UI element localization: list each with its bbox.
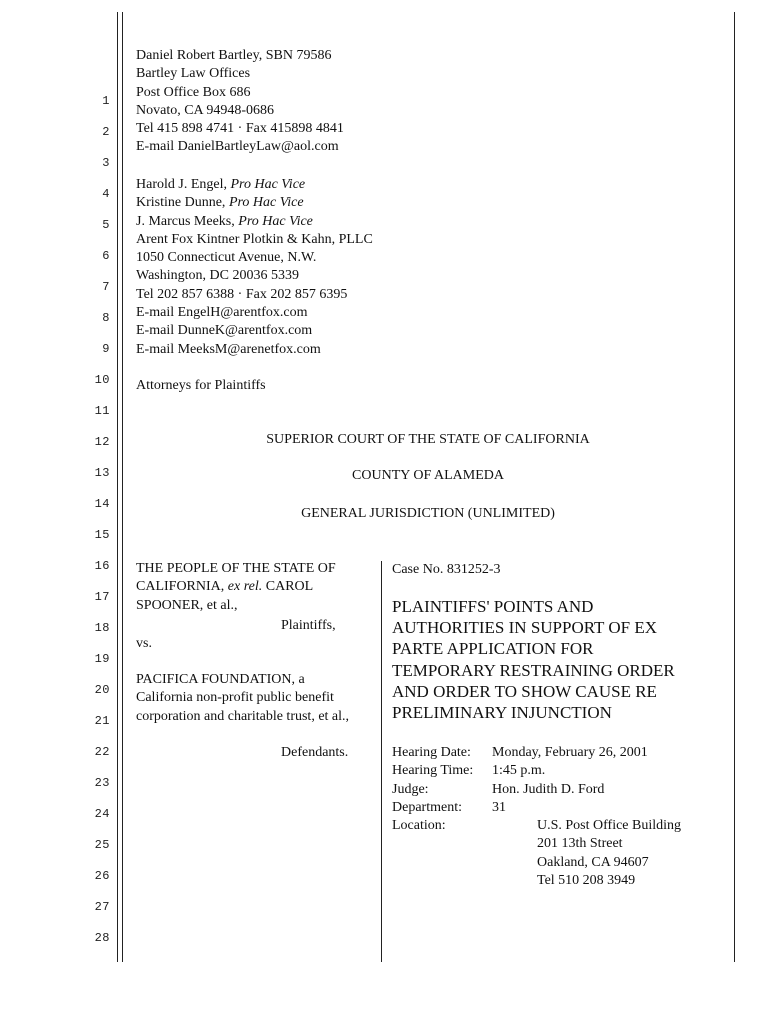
hearing-date-label: Hearing Date:: [392, 745, 471, 760]
hearing-date-value: Monday, February 26, 2001: [492, 745, 648, 760]
hearing-time-value: 1:45 p.m.: [492, 763, 546, 779]
line-number: 19: [94, 652, 110, 666]
location-line: U.S. Post Office Building: [537, 818, 682, 833]
line-number: 1: [102, 94, 110, 108]
line-number: 2: [102, 125, 110, 139]
counsel-line: Tel 415 898 4741 · Fax 415898 4841: [136, 121, 344, 137]
counsel-line: Arent Fox Kintner Plotkin & Kahn, PLLC: [136, 231, 373, 247]
line-number: 25: [94, 838, 110, 852]
counsel-block-arent-fox: [136, 176, 373, 359]
line-number: 11: [94, 404, 110, 418]
title-line: PARTE APPLICATION FOR: [392, 639, 594, 659]
attorney-name: J. Marcus Meeks,: [136, 213, 239, 229]
location-line: Tel 510 208 3949: [537, 872, 636, 888]
court-jurisdiction: GENERAL JURISDICTION (UNLIMITED): [301, 506, 555, 521]
title-line: TEMPORARY RESTRAINING ORDER: [392, 660, 675, 680]
line-number: 17: [94, 590, 110, 604]
attorney-line: [136, 176, 373, 194]
department-value: 31: [492, 799, 506, 815]
counsel-line: E-mail DunneK@arentfox.com: [136, 323, 313, 339]
court-county: COUNTY OF ALAMEDA: [352, 468, 504, 483]
attorney-role: Pro Hac Vice: [230, 177, 306, 192]
plaintiff-line: [136, 578, 336, 596]
line-number: 16: [94, 559, 110, 573]
location-line: 201 13th Street: [537, 836, 623, 852]
location-line: Oakland, CA 94607: [537, 854, 649, 870]
attorney-name: Kristine Dunne,: [136, 195, 229, 211]
line-number: 6: [102, 249, 110, 263]
hearing-time-label: Hearing Time:: [392, 763, 474, 779]
line-number: 3: [102, 156, 110, 170]
left-margin-rule-inner: [122, 12, 123, 962]
line-number: 12: [94, 435, 110, 449]
line-number: 5: [102, 218, 110, 232]
title-line: PLAINTIFFS' POINTS AND: [392, 597, 594, 616]
line-number: 10: [94, 373, 110, 387]
location-address: [537, 817, 681, 890]
caption-column-divider: [381, 561, 382, 962]
line-number: 24: [94, 807, 110, 821]
attorney-name: Harold J. Engel,: [136, 177, 231, 192]
line-number: 15: [94, 528, 110, 542]
case-number: Case No. 831252-3: [392, 562, 501, 577]
counsel-line: Bartley Law Offices: [136, 66, 251, 82]
line-number: 13: [94, 466, 110, 480]
right-margin-rule: [734, 12, 735, 962]
counsel-block-bartley: [136, 47, 344, 157]
line-number: 23: [94, 776, 110, 790]
counsel-line: 1050 Connecticut Avenue, N.W.: [136, 250, 317, 266]
line-number: 27: [94, 900, 110, 914]
defendant-line: California non-profit public benefit: [136, 690, 334, 706]
counsel-line: Tel 202 857 6388 · Fax 202 857 6395: [136, 286, 348, 302]
left-margin-rule-outer: [117, 12, 118, 962]
plaintiff-line: THE PEOPLE OF THE STATE OF: [136, 561, 336, 576]
line-number: 28: [94, 931, 110, 945]
attorney-role: Pro Hac Vice: [228, 195, 304, 211]
document-title: [392, 596, 675, 723]
line-number: 7: [102, 280, 110, 294]
department-label: Department:: [392, 799, 462, 815]
line-number: 26: [94, 869, 110, 883]
attorney-line: [136, 213, 373, 231]
versus: vs.: [136, 636, 152, 651]
counsel-line: E-mail EngelH@arentfox.com: [136, 305, 308, 321]
plaintiff-text: CAROL: [262, 579, 314, 595]
defendant-line: corporation and charitable trust, et al.,: [136, 708, 350, 724]
line-number: 14: [94, 497, 110, 511]
plaintiffs-label: Plaintiffs,: [281, 618, 336, 633]
title-line: AUTHORITIES IN SUPPORT OF EX: [392, 618, 658, 638]
line-number: 18: [94, 621, 110, 635]
line-number: 20: [94, 683, 110, 697]
title-line: AND ORDER TO SHOW CAUSE RE: [392, 681, 657, 701]
counsel-line: Post Office Box 686: [136, 84, 251, 100]
line-number: 4: [102, 187, 110, 201]
defendants-label: Defendants.: [281, 745, 349, 760]
ex-rel-text: ex rel.: [227, 579, 263, 595]
line-number: 22: [94, 745, 110, 759]
judge-label: Judge:: [392, 781, 429, 797]
judge-value: Hon. Judith D. Ford: [492, 781, 605, 797]
title-line: PRELIMINARY INJUNCTION: [392, 703, 612, 723]
line-number: 8: [102, 311, 110, 325]
counsel-line: Daniel Robert Bartley, SBN 79586: [136, 48, 332, 63]
attorney-role: Pro Hac Vice: [238, 213, 313, 229]
court-name: SUPERIOR COURT OF THE STATE OF CALIFORNIA: [266, 432, 590, 447]
line-number: 9: [102, 342, 110, 356]
attorney-line: [136, 194, 373, 212]
location-label: Location:: [392, 818, 446, 834]
plaintiff-line: SPOONER, et al.,: [136, 597, 238, 613]
attorneys-for: Attorneys for Plaintiffs: [136, 378, 266, 393]
line-number: 21: [94, 714, 110, 728]
counsel-line: E-mail DanielBartleyLaw@aol.com: [136, 139, 339, 155]
plaintiff-text: CALIFORNIA,: [136, 579, 228, 595]
counsel-line: Novato, CA 94948-0686: [136, 102, 275, 118]
counsel-line: E-mail MeeksM@arenetfox.com: [136, 341, 321, 357]
counsel-line: Washington, DC 20036 5339: [136, 268, 299, 284]
caption-defendants: [136, 671, 349, 726]
caption-plaintiffs: [136, 560, 336, 615]
defendant-line: PACIFICA FOUNDATION, a: [136, 672, 305, 687]
